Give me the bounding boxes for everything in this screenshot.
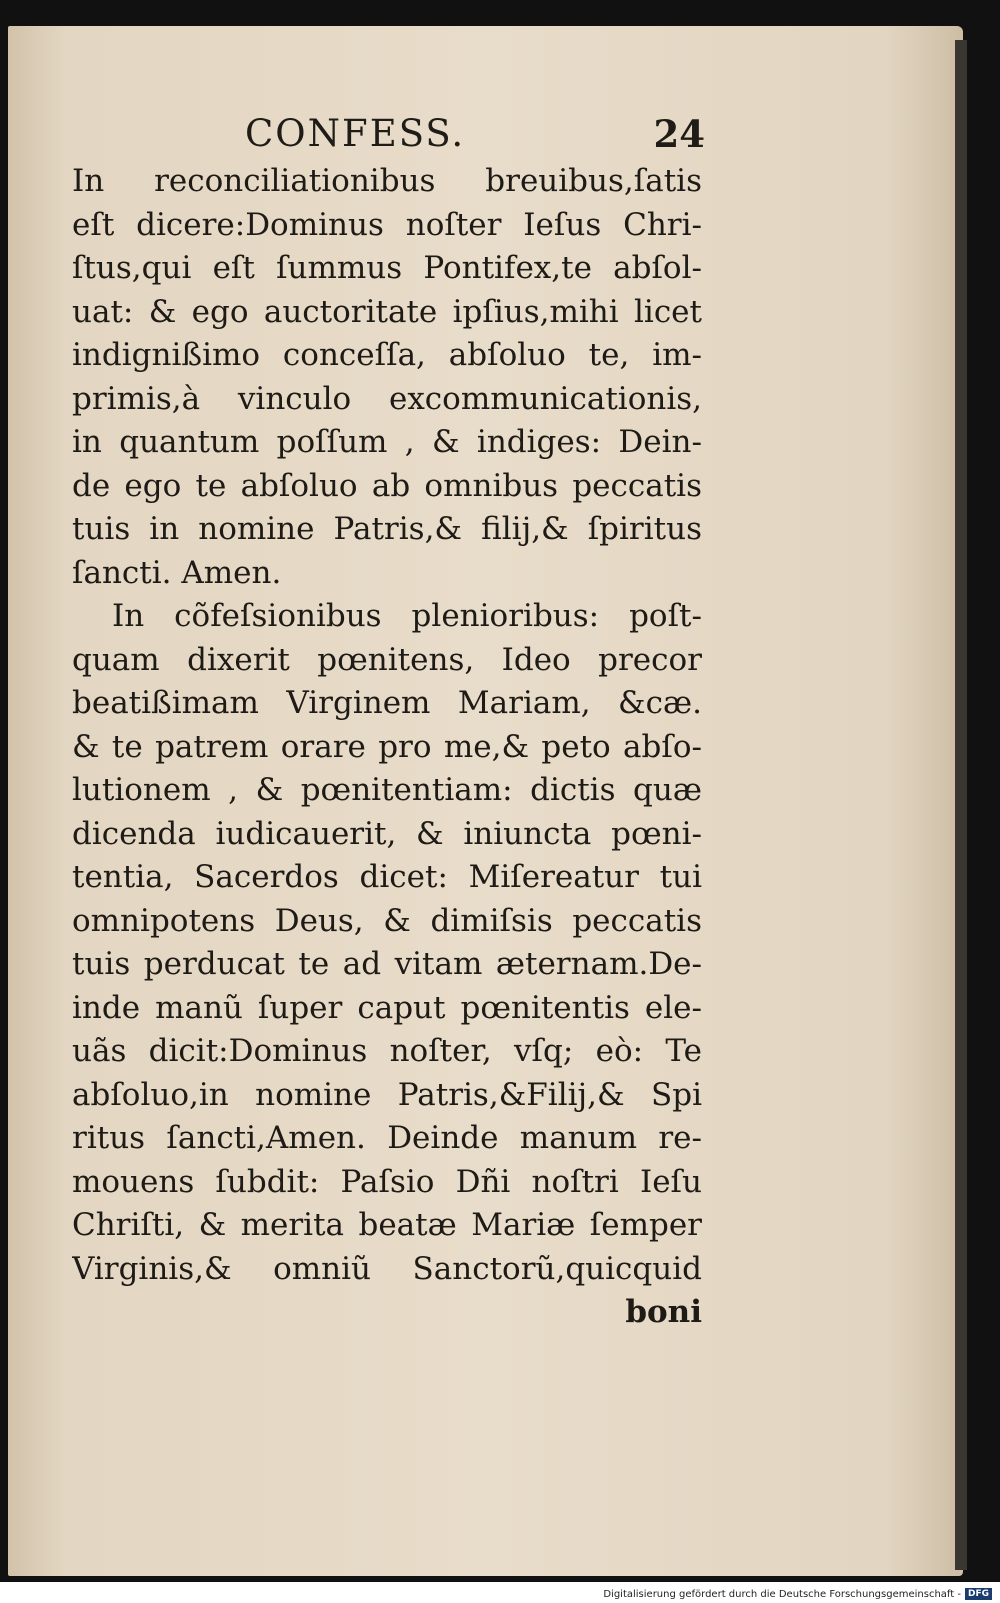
text-line: dicenda iudicauerit, & iniuncta pœni- (72, 815, 702, 852)
page-edge (955, 40, 967, 1570)
paragraph-1 (72, 160, 702, 595)
text-line: uat: & ego auctoritate ipſius,mihi licet (72, 293, 702, 330)
digitization-footer (603, 1587, 992, 1601)
text-line: In reconciliationibus breuibus,ſatis (72, 163, 702, 199)
text-line: beatißimam Virginem Mariam, &cæ. (72, 685, 702, 721)
text-line: lutionem , & pœnitentiam: dictis quæ (72, 772, 702, 808)
text-line: ſancti. Amen. (72, 554, 282, 591)
text-line: Chriſti, & merita beatæ Mariæ ſemper (72, 1207, 702, 1243)
paragraph-2 (72, 595, 702, 1291)
footer-credit: Digitalisierung gefördert durch die Deutsche Forschungsgemeinschaft - (603, 1588, 961, 1600)
text-line: omnipotens Deus, & dimiſsis peccatis (72, 902, 702, 939)
text-line: mouens ſubdit: Paſsio Dñi noſtri Ieſu (72, 1163, 702, 1200)
running-head: CONFESS. (245, 112, 466, 155)
text-line: primis,à vinculo excommunicationis, (72, 380, 702, 417)
text-line: abſoluo,in nomine Patris,&Filij,& Spi (72, 1076, 702, 1113)
text-line: quam dixerit pœnitens, Ideo precor (72, 641, 702, 678)
text-line: uãs dicit:Dominus noſter, vſq; eò: Te (72, 1033, 702, 1069)
text-line: ritus ſancti,Amen. Deinde manum re- (72, 1120, 702, 1156)
text-line: de ego te abſoluo ab omnibus peccatis (72, 467, 702, 504)
text-line: tuis perducat te ad vitam æternam.De- (72, 946, 702, 982)
page-number: 24 (653, 112, 705, 156)
text-line: inde manũ ſuper caput pœnitentis ele- (72, 989, 702, 1026)
text-line: ſtus,qui eſt ſummus Pontifex,te abſol- (72, 250, 702, 286)
text-line: eſt dicere:Dominus noſter Ieſus Chri- (72, 206, 702, 243)
text-line: & te patrem orare pro me,& peto abſo- (72, 728, 702, 765)
text-block (72, 160, 702, 1335)
text-line: Virginis,& omniũ Sanctorũ,quicquid (72, 1250, 702, 1287)
text-line: tuis in nomine Patris,& filij,& ſpiritus (72, 511, 702, 547)
dfg-logo: DFG (965, 1588, 992, 1600)
text-line: in quantum poſſum , & indiges: Dein- (72, 424, 702, 460)
text-line: tentia, Sacerdos dicet: Miſereatur tui (72, 859, 702, 895)
text-line: In cõfeſsionibus plenioribus: poſt- (112, 598, 702, 634)
catchword: boni (625, 1294, 702, 1330)
text-line: indignißimo conceſſa, abſoluo te, im- (72, 337, 702, 373)
page-header (245, 112, 705, 162)
